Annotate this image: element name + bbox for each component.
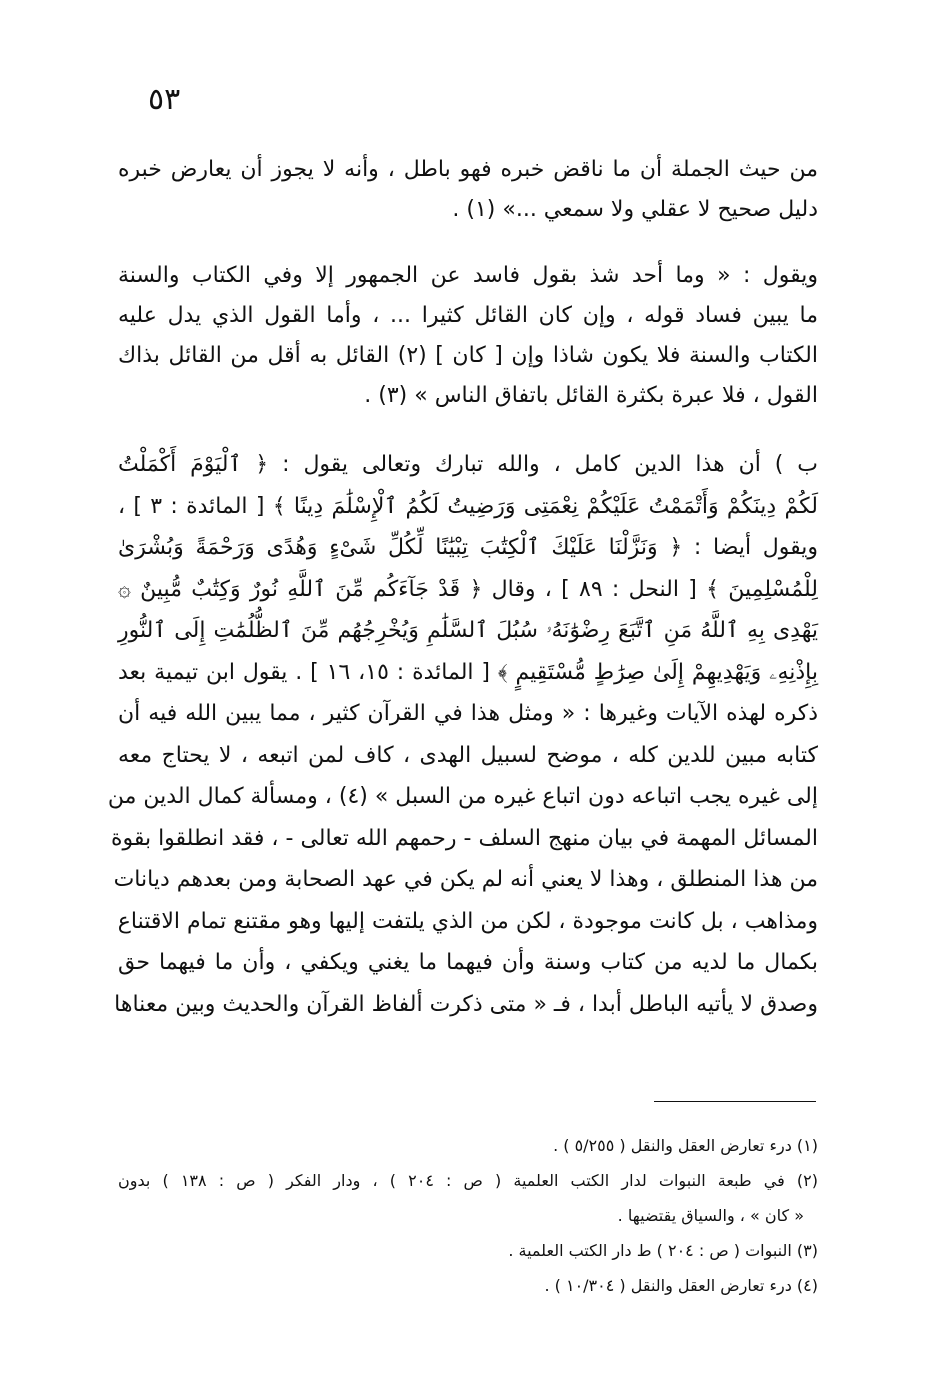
footnote-1: (١) درء تعارض العقل والنقل ( ٥/٢٥٥ ) . xyxy=(553,1136,818,1155)
footnote-3: (٣) النبوات ( ص : ٢٠٤ ) ط دار الكتب العلمية . xyxy=(508,1241,818,1260)
page-number: ٥٣ xyxy=(148,82,181,117)
quran-verse-line: ويقول أيضا : ﴿ وَنَزَّلْنَا عَلَيْكَ ٱلْكِتَٰبَ تِبْيَٰنًا لِّكُلِّ شَىْءٍ وَهُدًى وَرَحْمَةً وَبُشْرَىٰ xyxy=(118,535,818,560)
text-line: دليل صحيح لا عقلي ولا سمعي ...» (١) . xyxy=(452,197,818,222)
text-line: ذكره لهذه الآيات وغيرها : « ومثل هذا في القرآن كثير ، مما يبين الله فيه أن xyxy=(118,701,818,726)
paragraph-3 xyxy=(107,444,819,1025)
quran-verse-line: يَهْدِى بِهِ ٱللَّهُ مَنِ ٱتَّبَعَ رِضْوَٰنَهُۥ سُبُلَ ٱلسَّلَٰمِ وَيُخْرِجُهُم مِّنَ ٱلظُّلُمَٰتِ إِلَى ٱلنُّورِ xyxy=(118,618,818,643)
quran-verse-line: لِلْمُسْلِمِينَ ﴾ [ النحل : ٨٩ ] ، وقال ﴿ قَدْ جَآءَكُم مِّنَ ٱللَّهِ نُورٌ وَكِتَٰبٌ مُّبِينٌ ۞ xyxy=(118,576,818,602)
paragraph-1 xyxy=(118,150,818,230)
footnote-4: (٤) درء تعارض العقل والنقل ( ١٠/٣٠٤ ) . xyxy=(544,1276,818,1295)
text-line: بكمال ما لديه من كتاب وسنة وأن فيهما ما يغني ويكفي ، وأن ما فيهما حق xyxy=(118,950,818,975)
quran-verse-line: بِإِذْنِهِۦ وَيَهْدِيهِمْ إِلَىٰ صِرَٰطٍ مُّسْتَقِيمٍ ﴾ [ المائدة : ١٥، ١٦ ] . يقول ابن تيمية بعد xyxy=(118,659,819,685)
text-line: ما يبين فساد قوله ، وإن كان القائل كثيرا ... ، وأما القول الذي يدل عليه xyxy=(118,303,818,328)
footnotes xyxy=(118,1128,818,1303)
text-line: المسائل المهمة في بيان منهج السلف - رحمهم الله تعالى - ، فقد انطلقوا بقوة xyxy=(110,825,818,851)
text-line: من حيث الجملة أن ما ناقض خبره فهو باطل ، وأنه لا يجوز أن يعارض خبره xyxy=(118,157,818,182)
text-line: إلى غيره يجب اتباعه دون اتباع غيره من السبل » (٤) ، ومسألة كمال الدين من xyxy=(107,784,818,809)
text-line: من هذا المنطلق ، وهذا لا يعني أنه لم يكن في عهد الصحابة ومن بعدهم ديانات xyxy=(113,867,818,892)
paragraph-2 xyxy=(118,256,818,416)
text-line: كتابه مبين للدين كله ، موضح لسبيل الهدى ، كاف لمن اتبعه ، لا يحتاج معه xyxy=(118,742,818,768)
quran-verse-line: لَكُمْ دِينَكُمْ وَأَتْمَمْتُ عَلَيْكُمْ نِعْمَتِى وَرَضِيتُ لَكُمُ ٱلْإِسْلَٰمَ دِينًا ﴾ [ المائدة : ٣ ] ، xyxy=(118,493,819,519)
text-line: القول ، فلا عبرة بكثرة القائل باتفاق الناس » (٣) . xyxy=(364,383,818,408)
text-line: ويقول : « وما أحد شذ بقول فاسد عن الجمهور إلا وفي الكتاب والسنة xyxy=(118,263,818,288)
text-line: وصدق لا يأتيه الباطل أبدا ، فـ « متى ذكرت ألفاظ القرآن والحديث وبين معناها xyxy=(114,991,818,1017)
footnote-separator xyxy=(654,1101,816,1102)
text-line: ومذاهب ، بل كانت موجودة ، لكن من الذي يلتفت إليها وهو مقتنع تمام الاقتناع xyxy=(117,908,818,934)
footnote-2: (٢) في طبعة النبوات لدار الكتب العلمية ( ص : ٢٠٤ ) ، ودار الفكر ( ص : ١٣٨ ) بدون xyxy=(118,1171,818,1190)
text-line: ب ) أن هذا الدين كامل ، والله تبارك وتعالى يقول : ﴿ ٱلْيَوْمَ أَكْمَلْتُ xyxy=(118,452,818,477)
text-line: الكتاب والسنة فلا يكون شاذا وإن [ كان ] (٢) القائل به أقل من القائل بذاك xyxy=(118,343,818,368)
footnote-2-continued: « كان » ، والسياق يقتضيها . xyxy=(617,1206,804,1225)
